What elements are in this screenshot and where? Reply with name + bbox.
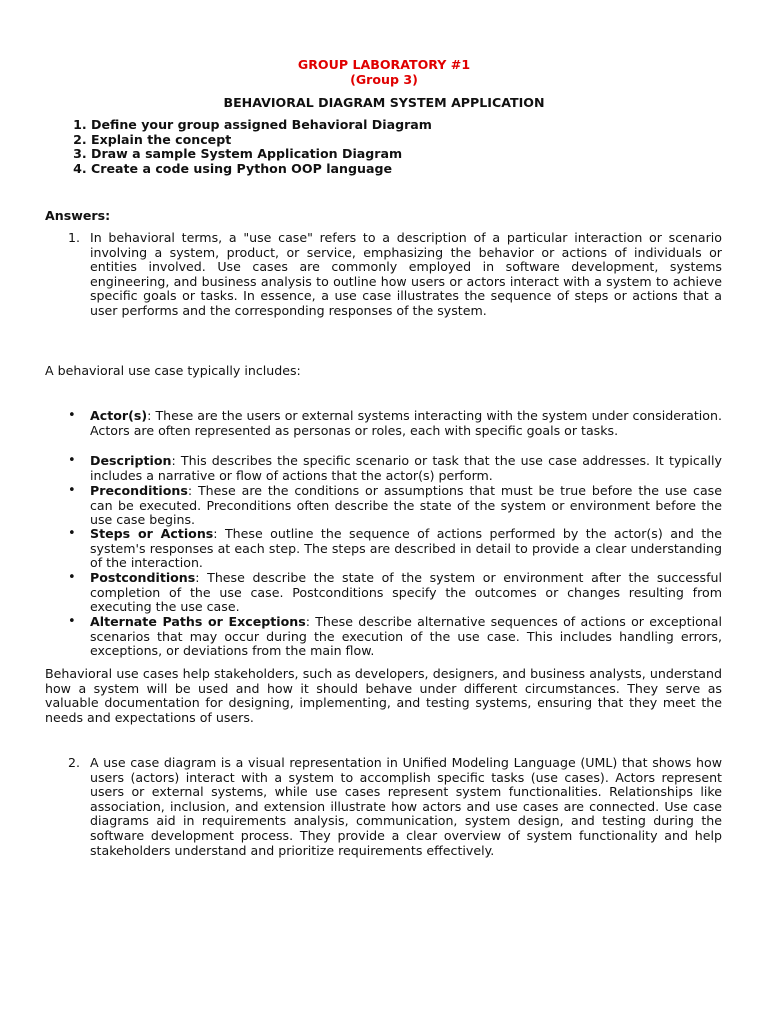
answer-2-number: 2.: [68, 755, 81, 770]
task-item: 2. Explain the concept: [91, 133, 432, 148]
task-item: 4. Create a code using Python OOP language: [91, 162, 432, 177]
bullet-alternate-paths: [90, 615, 722, 659]
bullet-postconditions: [90, 571, 722, 615]
bullet-icon: •: [68, 614, 76, 629]
page-subtitle: BEHAVIORAL DIAGRAM SYSTEM APPLICATION: [223, 95, 545, 110]
bullet-icon: •: [68, 526, 76, 541]
bullet-text: : These are the conditions or assumptions that must be true before the use case can be executed. Preconditions often describe the state of the system or environment before the use case begins.: [90, 483, 722, 528]
bullet-icon: •: [68, 453, 76, 468]
bullet-icon: •: [68, 408, 76, 423]
bullet-label: Steps or Actions: [90, 526, 214, 541]
task-list: [45, 118, 432, 176]
bullet-text: : These describe alternative sequences of actions or exceptional scenarios that may occur during the execution of the use case. This includes handling errors, exceptions, or deviations from the main flow.: [90, 614, 722, 659]
bullet-text: : These are the users or external systems interacting with the system under consideration. Actors are often represented as personas or roles, each with specific goals or tasks.: [90, 408, 722, 438]
answer-1-number: 1.: [68, 230, 81, 245]
bullet-label: Actor(s): [90, 408, 148, 423]
use-case-intro: A behavioral use case typically includes:: [45, 363, 301, 378]
bullet-text: : This describes the specific scenario or task that the use case addresses. It typically includes a narrative or flow of actions that the actor(s) perform.: [90, 453, 722, 483]
bullet-preconditions: [90, 484, 722, 528]
answers-heading: Answers:: [45, 208, 111, 223]
lab-title: GROUP LABORATORY #1: [297, 57, 471, 72]
bullet-steps: [90, 527, 722, 571]
bullet-text: : These describe the state of the system or environment after the successful completion of the use case. Postconditions specify the outcomes or changes resulting from executing the use case.: [90, 570, 722, 615]
answer-2-text: A use case diagram is a visual representation in Unified Modeling Language (UML) that shows how users (actors) interact with a system to accomplish specific tasks (use cases). Actors represent users or external systems, while use cases represent system functionalities. Relationships like association, inclusion, and extension illustrate how actors and use cases are connected. Use case diagrams aid in requirements analysis, communication, system design, and testing during the software development process. They provide a clear overview of system functionality and help stakeholders understand and prioritize requirements effectively.: [90, 755, 722, 858]
bullet-label: Description: [90, 453, 172, 468]
bullet-label: Preconditions: [90, 483, 188, 498]
bullet-text: : These outline the sequence of actions performed by the actor(s) and the system's responses at each step. The steps are described in detail to provide a clear understanding of the interaction.: [90, 526, 722, 571]
bullet-icon: •: [68, 483, 76, 498]
bullet-label: Alternate Paths or Exceptions: [90, 614, 306, 629]
bullet-icon: •: [68, 570, 76, 585]
bullet-label: Postconditions: [90, 570, 196, 585]
answer-1-text: In behavioral terms, a "use case" refers to a description of a particular interaction or scenario involving a system, product, or service, emphasizing the behavior or actions of individuals or entities involved. Use cases are commonly employed in software development, systems engineering, and business analysis to outline how users or actors interact with a system to achieve specific goals or tasks. In essence, a use case illustrates the sequence of steps or actions that a user performs and the corresponding responses of the system.: [90, 230, 722, 318]
task-item: 3. Draw a sample System Application Diagram: [91, 147, 432, 162]
task-item: 1. Define your group assigned Behavioral Diagram: [91, 118, 432, 133]
group-label: (Group 3): [350, 72, 418, 87]
use-case-summary: Behavioral use cases help stakeholders, such as developers, designers, and business analysts, understand how a system will be used and how it should behave under different circumstances. They serve as valuable documentation for designing, implementing, and testing systems, ensuring that they meet the needs and expectations of users.: [45, 666, 722, 725]
bullet-description: [90, 454, 722, 483]
bullet-actors: [90, 409, 722, 438]
